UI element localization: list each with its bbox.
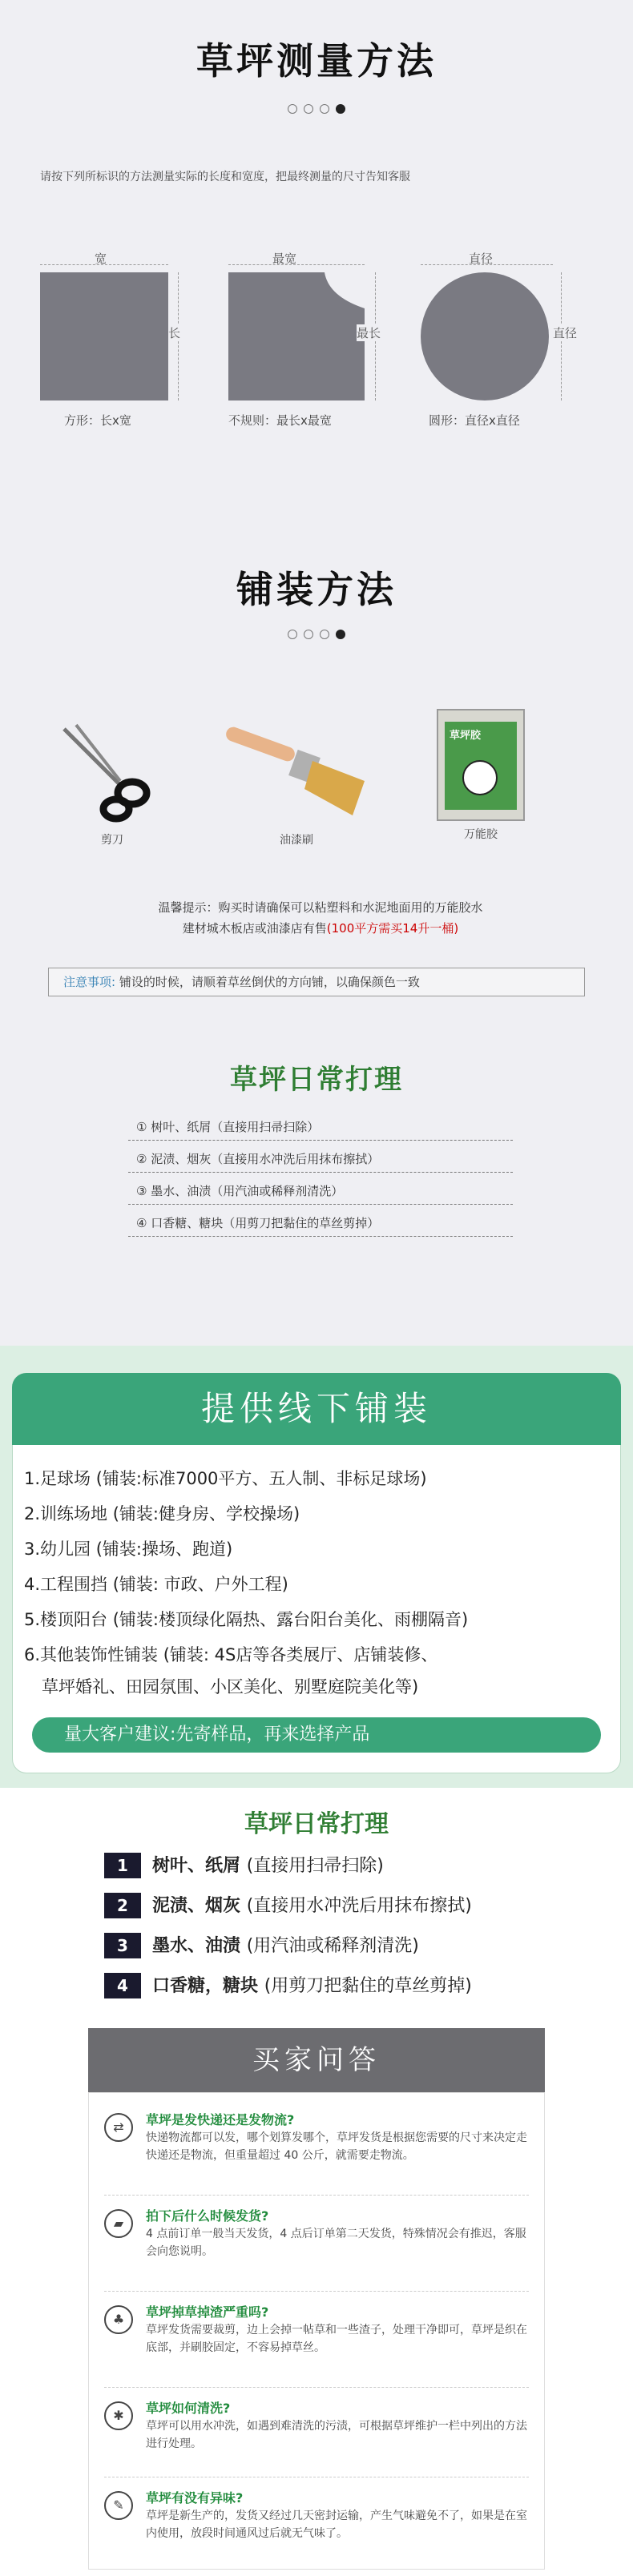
care2-paren: (用剪刀把黏住的草丝剪掉) bbox=[264, 1976, 472, 1996]
pager-dot bbox=[288, 630, 297, 639]
glue-can-label: 草坪胶 bbox=[450, 730, 482, 742]
qa-divider bbox=[104, 2195, 529, 2196]
paving-pager bbox=[0, 630, 633, 639]
irregular-shape bbox=[228, 272, 365, 400]
irregular-caption: 不规则：最长x最宽 bbox=[228, 413, 332, 428]
qa-question: 拍下后什么时候发货? bbox=[146, 2208, 269, 2224]
smell-icon: ✎ bbox=[104, 2491, 133, 2520]
tip-red: (100平方需买14升一桶) bbox=[326, 921, 459, 936]
clean-icon: ✱ bbox=[104, 2401, 133, 2430]
circle-shape bbox=[421, 272, 549, 400]
service-item: 5.楼顶阳台 (铺装:楼顶绿化隔热、露台阳台美化、雨棚隔音) bbox=[24, 1610, 469, 1629]
care2-paren: (用汽油或稀释剂清洗) bbox=[246, 1936, 419, 1956]
tool-label: 万能胶 bbox=[464, 828, 498, 841]
qa-answer: 快递物流都可以发，哪个划算发哪个，草坪发货是根据您需要的尺寸来决定走快递还是物流，但重量超过 40 公斤，就需要走物流。 bbox=[146, 2131, 527, 2162]
qa-answer: 草坪是新生产的，发货又经过几天密封运输，产生气味避免不了，如果是在室内使用，放段时间通风过后就无气味了。 bbox=[146, 2510, 527, 2540]
logistics-icon: ⇄ bbox=[104, 2113, 133, 2142]
service-item: 1.足球场 (铺装:标准7000平方、五人制、非标足球场) bbox=[24, 1469, 427, 1488]
truck-icon: ▰ bbox=[104, 2209, 133, 2238]
qa-question: 草坪是发快递还是发物流? bbox=[146, 2112, 295, 2127]
paving-title: 铺装方法 bbox=[236, 568, 397, 611]
qa-section bbox=[0, 1788, 633, 2576]
measure-pager bbox=[0, 104, 633, 114]
tool-brush bbox=[216, 721, 377, 847]
pager-dot bbox=[288, 104, 297, 114]
paving-tip bbox=[88, 897, 553, 939]
care2-item bbox=[104, 1932, 419, 1958]
care1-item: ③ 墨水、油渍（用汽油或稀释剂清洗） bbox=[128, 1177, 513, 1205]
qa-title: 买家问答 bbox=[88, 2028, 545, 2092]
grass-icon: ♣ bbox=[104, 2305, 133, 2334]
irregular-width-label: 最宽 bbox=[272, 252, 297, 266]
qa-divider bbox=[104, 2387, 529, 2388]
advice-banner: 量大客户建议:先寄样品，再来选择产品 bbox=[32, 1717, 601, 1753]
care1-item: ① 树叶、纸屑（直接用扫帚扫除） bbox=[128, 1113, 513, 1141]
tool-scissors bbox=[56, 721, 168, 847]
care1-item: ④ 口香糖、糖块（用剪刀把黏住的草丝剪掉） bbox=[128, 1210, 513, 1237]
square-shape bbox=[40, 272, 168, 400]
service-item: 6.其他装饰性铺装 (铺装: 4S店等各类展厅、店铺装修、 bbox=[24, 1645, 438, 1664]
circle-width-label: 直径 bbox=[469, 252, 494, 266]
pager-dot-active bbox=[336, 630, 345, 639]
care2-paren: (直接用扫帚扫除) bbox=[246, 1856, 384, 1876]
service-item: 2.训练场地 (铺装:健身房、学校操场) bbox=[24, 1504, 300, 1523]
qa-question: 草坪如何清洗? bbox=[146, 2401, 231, 2416]
care2-main: 墨水、油渍 bbox=[152, 1936, 241, 1956]
tool-label: 剪刀 bbox=[101, 834, 123, 847]
pager-dot bbox=[320, 104, 329, 114]
care2-item bbox=[104, 1852, 384, 1878]
qa-answer: 4 点前订单一般当天发货，4 点后订单第二天发货，特殊情况会有推迟，客服会向您说明。 bbox=[146, 2228, 526, 2258]
irregular-length-label: 最长 bbox=[357, 326, 381, 340]
care1-title: 草坪日常打理 bbox=[230, 1064, 403, 1096]
services-section bbox=[0, 1346, 633, 1788]
tip-line2-wrap bbox=[88, 918, 553, 939]
tip-line1: 温馨提示：购买时请确保可以粘塑料和水泥地面用的万能胶水 bbox=[158, 900, 483, 915]
tip-line2: 建材城木板店或油漆店有售 bbox=[182, 921, 327, 936]
paintbrush-icon bbox=[216, 721, 377, 825]
square-caption: 方形：长x宽 bbox=[64, 413, 131, 428]
care2-item bbox=[104, 1972, 472, 1998]
service-item: 4.工程围挡 (铺装: 市政、户外工程) bbox=[24, 1575, 288, 1594]
step-number: 2 bbox=[104, 1893, 141, 1918]
qa-question: 草坪掉草掉渣严重吗? bbox=[146, 2304, 269, 2320]
notice-label: 注意事项: bbox=[63, 975, 116, 989]
paving-notice bbox=[48, 968, 585, 996]
care2-main: 口香糖，糖块 bbox=[152, 1976, 259, 1996]
pager-dot bbox=[320, 630, 329, 639]
tool-label: 油漆刷 bbox=[280, 834, 313, 847]
care2-title: 草坪日常打理 bbox=[244, 1810, 389, 1838]
scissors-icon bbox=[56, 721, 168, 825]
pager-dot-active bbox=[336, 104, 345, 114]
circle-length-label: 直径 bbox=[553, 326, 578, 340]
service-item: 3.幼儿园 (铺装:操场、跑道) bbox=[24, 1540, 233, 1559]
services-title: 提供线下铺装 bbox=[12, 1373, 621, 1445]
step-number: 3 bbox=[104, 1933, 141, 1958]
notice-text: 铺设的时候，请顺着草丝倒伏的方向铺，以确保颜色一致 bbox=[119, 975, 420, 989]
square-width-label: 宽 bbox=[95, 252, 107, 266]
care2-main: 树叶、纸屑 bbox=[152, 1856, 241, 1876]
tool-glue bbox=[425, 709, 537, 842]
care2-item bbox=[104, 1892, 472, 1918]
care2-paren: (直接用水冲洗后用抹布擦拭) bbox=[246, 1896, 472, 1916]
glue-can-icon bbox=[437, 709, 525, 821]
square-length-label: 长 bbox=[168, 326, 181, 340]
care1-item: ② 泥渍、烟灰（直接用水冲洗后用抹布擦拭） bbox=[128, 1145, 513, 1173]
measure-title: 草坪测量方法 bbox=[196, 39, 437, 83]
step-number: 4 bbox=[104, 1973, 141, 1998]
qa-answer: 草坪可以用水冲洗，如遇到难清洗的污渍，可根据草坪维护一栏中列出的方法进行处理。 bbox=[146, 2420, 527, 2450]
step-number: 1 bbox=[104, 1853, 141, 1878]
qa-answer: 草坪发货需要裁剪，边上会掉一帖草和一些渣子，处理干净即可，草坪是织在底部，并刷胶固定，不容易掉草丝。 bbox=[146, 2324, 527, 2354]
measure-intro: 请按下列所标识的方法测量实际的长度和宽度，把最终测量的尺寸告知客服 bbox=[40, 171, 410, 183]
service-item: 草坪婚礼、田园氛围、小区美化、别墅庭院美化等) bbox=[42, 1677, 419, 1697]
care2-main: 泥渍、烟灰 bbox=[152, 1896, 241, 1916]
pager-dot bbox=[304, 104, 313, 114]
circle-caption: 圆形：直径x直径 bbox=[429, 413, 520, 428]
pager-dot bbox=[304, 630, 313, 639]
qa-question: 草坪有没有异味? bbox=[146, 2490, 244, 2506]
qa-divider bbox=[104, 2291, 529, 2292]
